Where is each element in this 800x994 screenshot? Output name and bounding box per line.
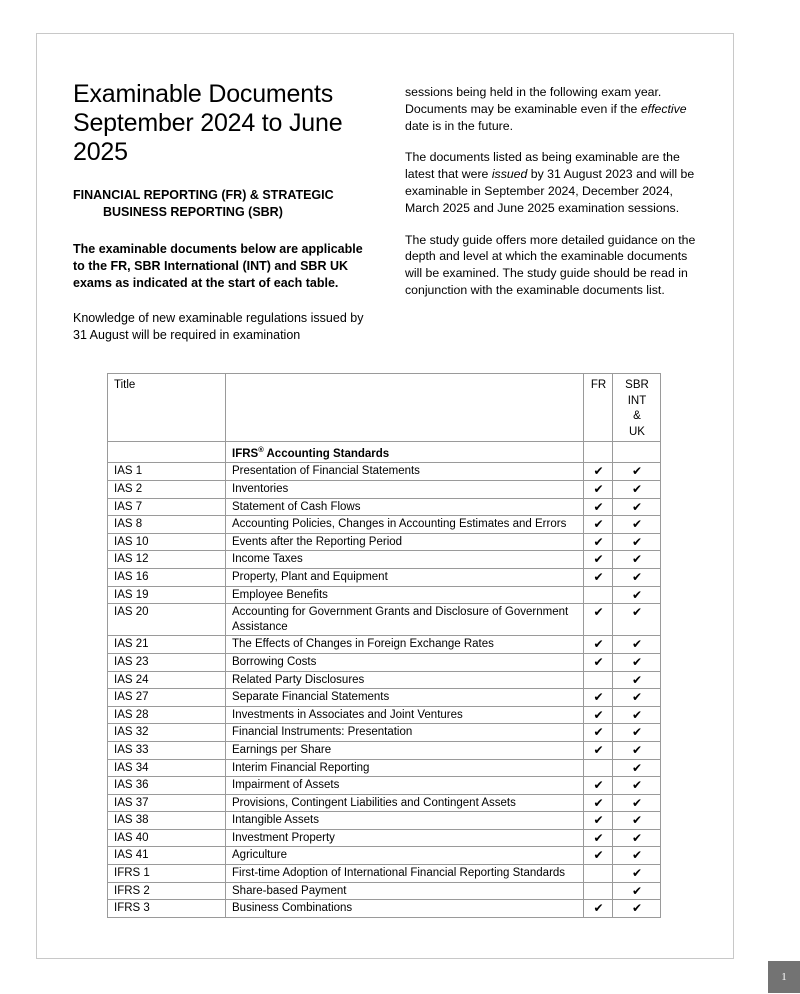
row-standard-code: IAS 33 bbox=[108, 741, 226, 759]
row-standard-title: Share-based Payment bbox=[226, 882, 584, 900]
row-fr-check-icon: ✔ bbox=[584, 604, 613, 636]
row-standard-title: Financial Instruments: Presentation bbox=[226, 724, 584, 742]
row-sbr-check-icon: ✔ bbox=[613, 481, 661, 499]
row-standard-code: IAS 36 bbox=[108, 777, 226, 795]
section-label-pre: IFRS bbox=[232, 447, 259, 460]
row-fr-check-icon: ✔ bbox=[584, 900, 613, 918]
table-row bbox=[108, 689, 661, 707]
row-standard-code: IAS 24 bbox=[108, 671, 226, 689]
row-fr-check-icon: ✔ bbox=[584, 829, 613, 847]
row-standard-title: First-time Adoption of International Financial Reporting Standards bbox=[226, 865, 584, 883]
right-paragraph-3: The study guide offers more detailed guidance on the depth and level at which the examinable documents will be examined. The study guide should be read in conjunction with the examinable documents list. bbox=[405, 232, 696, 297]
row-standard-code: IAS 2 bbox=[108, 481, 226, 499]
row-sbr-check-icon: ✔ bbox=[613, 568, 661, 586]
row-standard-code: IAS 28 bbox=[108, 706, 226, 724]
row-standard-code: IFRS 3 bbox=[108, 900, 226, 918]
table-row bbox=[108, 865, 661, 883]
document-header-area bbox=[37, 34, 735, 342]
registered-trademark-icon: ® bbox=[258, 445, 264, 454]
row-sbr-check-icon: ✔ bbox=[613, 463, 661, 481]
table-row bbox=[108, 900, 661, 918]
row-standard-code: IAS 8 bbox=[108, 516, 226, 534]
row-sbr-check-icon: ✔ bbox=[613, 865, 661, 883]
left-column bbox=[73, 80, 373, 357]
row-standard-code: IAS 23 bbox=[108, 653, 226, 671]
row-standard-title: Provisions, Contingent Liabilities and Contingent Assets bbox=[226, 794, 584, 812]
table-row bbox=[108, 498, 661, 516]
exam-subtitle-line-1: FINANCIAL REPORTING (FR) & STRATEGIC bbox=[73, 188, 334, 202]
row-standard-code: IAS 41 bbox=[108, 847, 226, 865]
row-standard-code: IAS 21 bbox=[108, 636, 226, 654]
row-fr-check-icon: ✔ bbox=[584, 516, 613, 534]
column-header-sbr-line-1: SBR bbox=[625, 379, 649, 391]
table-row bbox=[108, 829, 661, 847]
row-sbr-check-icon: ✔ bbox=[613, 533, 661, 551]
column-header-fr: FR bbox=[584, 374, 613, 442]
table-section-row bbox=[108, 442, 661, 463]
row-fr-check-icon: ✔ bbox=[584, 724, 613, 742]
row-standard-code: IAS 1 bbox=[108, 463, 226, 481]
right-paragraph-1 bbox=[405, 84, 700, 134]
row-standard-title: Related Party Disclosures bbox=[226, 671, 584, 689]
table-row bbox=[108, 481, 661, 499]
row-fr-check-icon: ✔ bbox=[584, 533, 613, 551]
row-fr-check-icon: ✔ bbox=[584, 812, 613, 830]
row-sbr-check-icon: ✔ bbox=[613, 636, 661, 654]
row-sbr-check-icon: ✔ bbox=[613, 653, 661, 671]
row-standard-title: Separate Financial Statements bbox=[226, 689, 584, 707]
section-row-sbr-cell bbox=[613, 442, 661, 463]
table-row bbox=[108, 463, 661, 481]
row-sbr-check-icon: ✔ bbox=[613, 882, 661, 900]
right-column bbox=[405, 84, 700, 314]
row-standard-title: Inventories bbox=[226, 481, 584, 499]
row-sbr-check-icon: ✔ bbox=[613, 759, 661, 777]
row-standard-title: The Effects of Changes in Foreign Exchange Rates bbox=[226, 636, 584, 654]
section-label-post: Accounting Standards bbox=[263, 447, 390, 460]
exam-subtitle bbox=[73, 187, 373, 221]
issued-emphasis: issued bbox=[491, 167, 528, 182]
row-sbr-check-icon: ✔ bbox=[613, 551, 661, 569]
row-standard-title: Business Combinations bbox=[226, 900, 584, 918]
row-fr-empty bbox=[584, 865, 613, 883]
table-row bbox=[108, 671, 661, 689]
table-row bbox=[108, 847, 661, 865]
examinable-documents-table-wrapper bbox=[107, 373, 660, 918]
row-standard-title: Agriculture bbox=[226, 847, 584, 865]
column-header-sbr-line-2: INT bbox=[627, 394, 647, 407]
row-standard-title: Impairment of Assets bbox=[226, 777, 584, 795]
row-fr-empty bbox=[584, 882, 613, 900]
row-sbr-check-icon: ✔ bbox=[613, 812, 661, 830]
row-standard-code: IAS 40 bbox=[108, 829, 226, 847]
row-fr-empty bbox=[584, 759, 613, 777]
row-sbr-check-icon: ✔ bbox=[613, 900, 661, 918]
row-fr-check-icon: ✔ bbox=[584, 794, 613, 812]
row-standard-code: IAS 38 bbox=[108, 812, 226, 830]
row-standard-title: Intangible Assets bbox=[226, 812, 584, 830]
row-sbr-check-icon: ✔ bbox=[613, 498, 661, 516]
row-standard-title: Income Taxes bbox=[226, 551, 584, 569]
effective-emphasis: effective bbox=[640, 101, 687, 116]
row-sbr-check-icon: ✔ bbox=[613, 777, 661, 795]
table-row bbox=[108, 706, 661, 724]
applicability-paragraph: The examinable documents below are applicable to the FR, SBR International (INT) and SBR UK exams as indicated at the start of each table. bbox=[73, 242, 363, 290]
row-standard-code: IFRS 1 bbox=[108, 865, 226, 883]
row-standard-code: IAS 12 bbox=[108, 551, 226, 569]
column-header-sbr-line-4: UK bbox=[629, 425, 645, 438]
row-fr-check-icon: ✔ bbox=[584, 706, 613, 724]
row-standard-code: IAS 16 bbox=[108, 568, 226, 586]
row-fr-check-icon: ✔ bbox=[584, 653, 613, 671]
row-sbr-check-icon: ✔ bbox=[613, 794, 661, 812]
table-row bbox=[108, 759, 661, 777]
page-title: Examinable Documents September 2024 to June 2025 bbox=[73, 80, 343, 166]
examinable-documents-table bbox=[107, 373, 661, 918]
table-row bbox=[108, 516, 661, 534]
table-row bbox=[108, 812, 661, 830]
row-standard-title: Employee Benefits bbox=[226, 586, 584, 604]
row-sbr-check-icon: ✔ bbox=[613, 671, 661, 689]
row-fr-check-icon: ✔ bbox=[584, 568, 613, 586]
row-sbr-check-icon: ✔ bbox=[613, 829, 661, 847]
row-standard-code: IAS 7 bbox=[108, 498, 226, 516]
table-row bbox=[108, 653, 661, 671]
row-fr-check-icon: ✔ bbox=[584, 777, 613, 795]
row-standard-title: Accounting Policies, Changes in Accounting Estimates and Errors bbox=[226, 516, 584, 534]
row-standard-title: Statement of Cash Flows bbox=[226, 498, 584, 516]
column-header-title-continuation bbox=[226, 374, 584, 442]
table-row bbox=[108, 604, 661, 636]
row-standard-title: Property, Plant and Equipment bbox=[226, 568, 584, 586]
row-standard-title: Borrowing Costs bbox=[226, 653, 584, 671]
row-sbr-check-icon: ✔ bbox=[613, 741, 661, 759]
page-number-badge: 1 bbox=[768, 961, 800, 993]
row-standard-title: Investment Property bbox=[226, 829, 584, 847]
exam-subtitle-line-2: BUSINESS REPORTING (SBR) bbox=[103, 205, 283, 219]
section-row-code-cell bbox=[108, 442, 226, 463]
right-paragraph-2-post: by 31 August 2023 and will be examinable in September 2024, December 2024, March 2025 and June 2025 examination sessions. bbox=[405, 167, 695, 215]
row-sbr-check-icon: ✔ bbox=[613, 847, 661, 865]
section-row-fr-cell bbox=[584, 442, 613, 463]
right-paragraph-1-pre: sessions being held in the following exam year. Documents may be examinable even if the bbox=[405, 85, 662, 116]
row-sbr-check-icon: ✔ bbox=[613, 604, 661, 636]
row-fr-check-icon: ✔ bbox=[584, 463, 613, 481]
column-header-sbr bbox=[613, 374, 661, 442]
table-header-row bbox=[108, 374, 661, 442]
row-fr-check-icon: ✔ bbox=[584, 689, 613, 707]
column-header-sbr-line-3: & bbox=[633, 410, 641, 422]
right-paragraph-2-pre: The documents listed as being examinable are the latest that were bbox=[405, 150, 680, 182]
row-fr-check-icon: ✔ bbox=[584, 636, 613, 654]
row-standard-title: Presentation of Financial Statements bbox=[226, 463, 584, 481]
section-row-label bbox=[226, 442, 584, 463]
row-fr-check-icon: ✔ bbox=[584, 498, 613, 516]
row-fr-check-icon: ✔ bbox=[584, 481, 613, 499]
row-standard-code: IAS 34 bbox=[108, 759, 226, 777]
table-row bbox=[108, 724, 661, 742]
table-row bbox=[108, 586, 661, 604]
table-row bbox=[108, 551, 661, 569]
knowledge-paragraph: Knowledge of new examinable regulations issued by 31 August will be required in examination bbox=[73, 311, 364, 342]
row-standard-code: IAS 37 bbox=[108, 794, 226, 812]
table-row bbox=[108, 741, 661, 759]
row-standard-title: Earnings per Share bbox=[226, 741, 584, 759]
table-row bbox=[108, 882, 661, 900]
table-row bbox=[108, 533, 661, 551]
row-fr-empty bbox=[584, 586, 613, 604]
row-sbr-check-icon: ✔ bbox=[613, 724, 661, 742]
row-standard-code: IFRS 2 bbox=[108, 882, 226, 900]
row-standard-code: IAS 27 bbox=[108, 689, 226, 707]
table-body bbox=[108, 374, 661, 918]
document-page bbox=[36, 33, 787, 983]
row-fr-check-icon: ✔ bbox=[584, 741, 613, 759]
row-standard-title: Interim Financial Reporting bbox=[226, 759, 584, 777]
row-standard-code: IAS 10 bbox=[108, 533, 226, 551]
right-paragraph-2 bbox=[405, 149, 700, 216]
row-standard-title: Events after the Reporting Period bbox=[226, 533, 584, 551]
row-fr-check-icon: ✔ bbox=[584, 551, 613, 569]
right-paragraph-1-post: date is in the future. bbox=[405, 118, 514, 133]
table-row bbox=[108, 777, 661, 795]
row-standard-code: IAS 32 bbox=[108, 724, 226, 742]
row-fr-check-icon: ✔ bbox=[584, 847, 613, 865]
table-row bbox=[108, 568, 661, 586]
row-sbr-check-icon: ✔ bbox=[613, 516, 661, 534]
row-sbr-check-icon: ✔ bbox=[613, 706, 661, 724]
row-standard-title: Investments in Associates and Joint Ventures bbox=[226, 706, 584, 724]
table-row bbox=[108, 794, 661, 812]
row-standard-code: IAS 19 bbox=[108, 586, 226, 604]
column-header-title: Title bbox=[108, 374, 226, 442]
row-standard-title: Accounting for Government Grants and Disclosure of Government Assistance bbox=[226, 604, 584, 636]
row-sbr-check-icon: ✔ bbox=[613, 586, 661, 604]
table-row bbox=[108, 636, 661, 654]
row-fr-empty bbox=[584, 671, 613, 689]
row-sbr-check-icon: ✔ bbox=[613, 689, 661, 707]
row-standard-code: IAS 20 bbox=[108, 604, 226, 636]
